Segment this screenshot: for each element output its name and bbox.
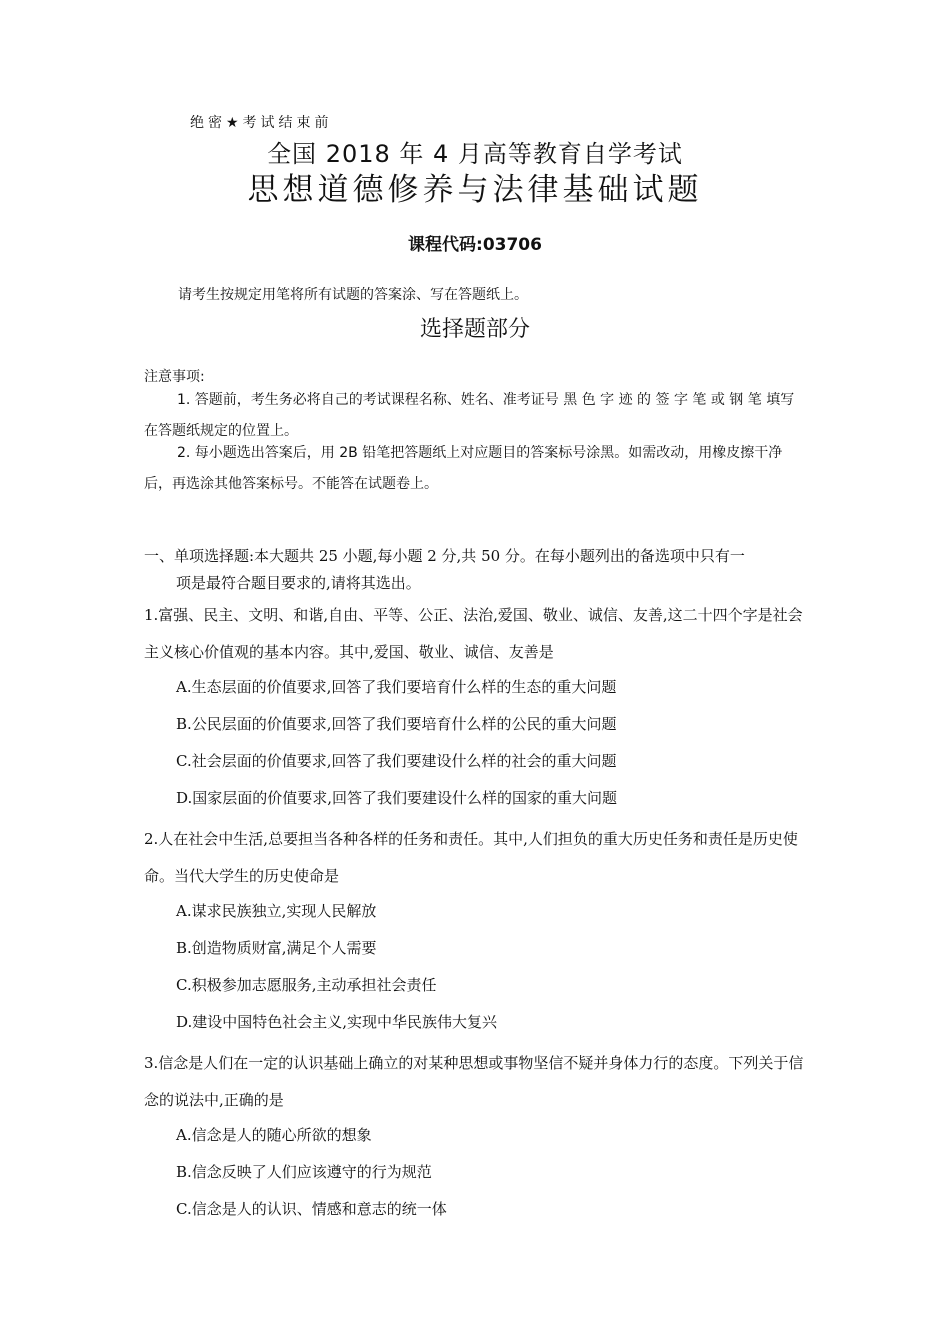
- part-one-heading: 一、单项选择题:本大题共 25 小题,每小题 2 分,共 50 分。在每小题列出的备选项中只有一: [144, 547, 745, 565]
- question-1: [144, 597, 808, 671]
- section-title: 选择题部分: [419, 317, 530, 342]
- question-2-option-a: A.谋求民族独立,实现人民解放: [176, 902, 377, 920]
- answer-instruction: 请考生按规定用笔将所有试题的答案涂、写在答题纸上。: [178, 287, 528, 303]
- notice-item-text: 1. 答题前，考生务必将自己的考试课程名称、姓名、准考证号 黑 色 字 迹 的 签 字 笔 或 钢 笔 填写在答题纸规定的位置上。: [144, 392, 795, 439]
- question-stem: 3.信念是人们在一定的认识基础上确立的对某种思想或事物坚信不疑并身体力行的态度。下列关于信念的说法中,正确的是: [144, 1054, 804, 1109]
- question-1-option-d: D.国家层面的价值要求,回答了我们要建设什么样的国家的重大问题: [176, 789, 618, 807]
- question-1-option-b: B.公民层面的价值要求,回答了我们要培育什么样的公民的重大问题: [176, 715, 617, 733]
- question-1-option-a: A.生态层面的价值要求,回答了我们要培育什么样的生态的重大问题: [176, 678, 617, 696]
- exam-title: 全国 2018 年 4 月高等教育自学考试: [267, 140, 683, 168]
- notice-heading: 注意事项:: [144, 369, 205, 385]
- question-3: [144, 1045, 808, 1119]
- question-2-option-c: C.积极参加志愿服务,主动承担社会责任: [176, 976, 437, 994]
- question-2-option-b: B.创造物质财富,满足个人需要: [176, 939, 377, 957]
- notice-item-text: 2. 每小题选出答案后，用 2B 铅笔把答题纸上对应题目的答案标号涂黑。如需改动，用橡皮擦干净后，再选涂其他答案标号。不能答在试题卷上。: [144, 445, 783, 492]
- confidential-mark: 绝密★考试结束前: [190, 115, 333, 131]
- notice-item-2: [144, 438, 808, 500]
- part-one-heading-cont: 项是最符合题目要求的,请将其选出。: [176, 574, 421, 592]
- question-2: [144, 821, 808, 895]
- question-stem: 2.人在社会中生活,总要担当各种各样的任务和责任。其中,人们担负的重大历史任务和责任是历史使命。当代大学生的历史使命是: [144, 830, 798, 885]
- question-3-option-c: C.信念是人的认识、情感和意志的统一体: [176, 1200, 447, 1218]
- subject-title: 思想道德修养与法律基础试题: [247, 172, 703, 208]
- course-code: 课程代码:03706: [408, 235, 542, 255]
- question-stem: 1.富强、民主、文明、和谐,自由、平等、公正、法治,爱国、敬业、诚信、友善,这二十四个字是社会主义核心价值观的基本内容。其中,爱国、敬业、诚信、友善是: [144, 606, 803, 661]
- question-3-option-a: A.信念是人的随心所欲的想象: [176, 1126, 372, 1144]
- question-2-option-d: D.建设中国特色社会主义,实现中华民族伟大复兴: [176, 1013, 498, 1031]
- question-1-option-c: C.社会层面的价值要求,回答了我们要建设什么样的社会的重大问题: [176, 752, 617, 770]
- question-3-option-b: B.信念反映了人们应该遵守的行为规范: [176, 1163, 432, 1181]
